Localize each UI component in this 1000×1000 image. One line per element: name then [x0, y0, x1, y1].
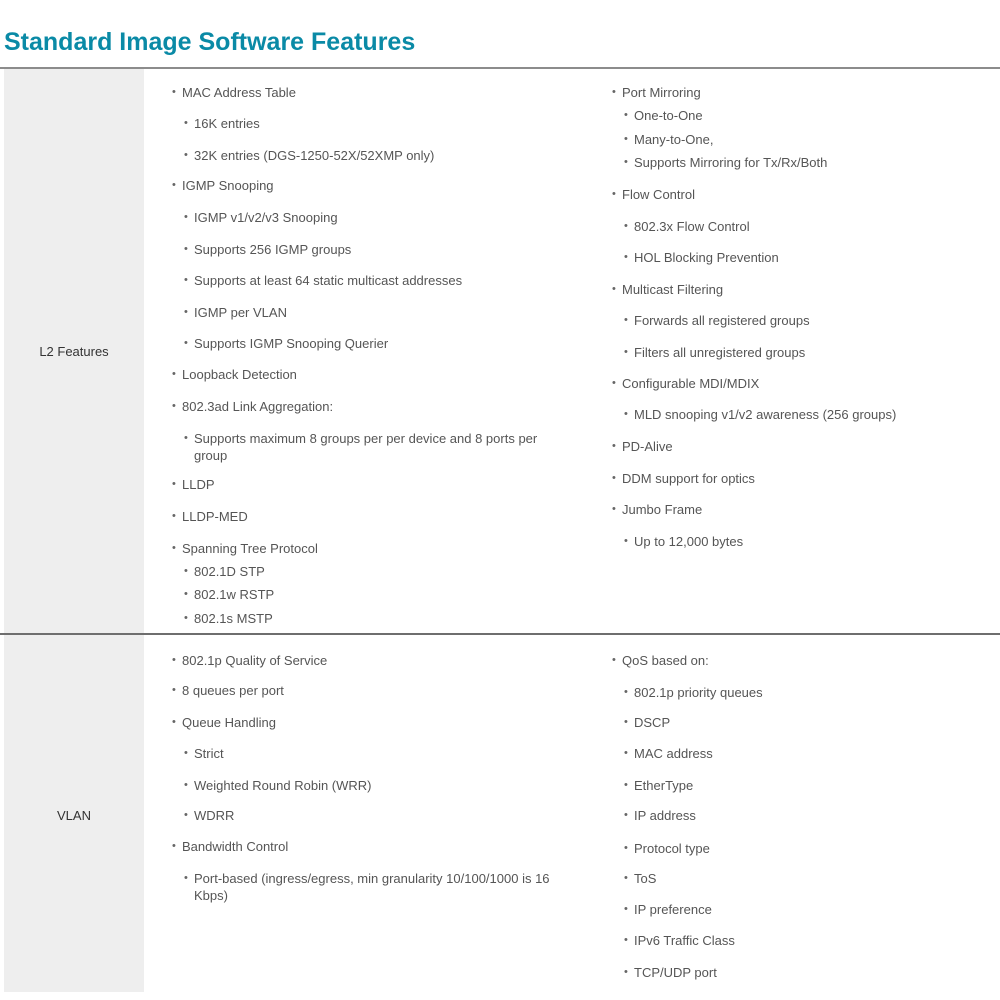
- bullet-icon: •: [624, 966, 628, 978]
- bullet-icon: •: [172, 716, 176, 728]
- feature-text: QoS based on:: [622, 653, 709, 668]
- feature-text: Port Mirroring: [622, 85, 701, 100]
- feature-text: 802.1p priority queues: [634, 685, 763, 700]
- feature-text: PD-Alive: [622, 439, 673, 454]
- feature-item: [612, 470, 755, 487]
- feature-text: IPv6 Traffic Class: [634, 933, 735, 948]
- feature-text: Queue Handling: [182, 715, 276, 730]
- section-label-l2: L2 Features: [39, 344, 109, 359]
- bullet-icon: •: [624, 535, 628, 547]
- feature-item: [624, 533, 743, 550]
- bullet-icon: •: [624, 934, 628, 946]
- feature-item: [172, 177, 274, 194]
- feature-text: Flow Control: [622, 187, 695, 202]
- bullet-icon: •: [612, 472, 616, 484]
- bullet-icon: •: [624, 251, 628, 263]
- bullet-icon: •: [184, 117, 188, 129]
- feature-text: EtherType: [634, 778, 694, 793]
- feature-item: [184, 807, 234, 824]
- bullet-icon: •: [184, 612, 188, 624]
- feature-text: Multicast Filtering: [622, 282, 724, 297]
- feature-item: [184, 335, 388, 352]
- bullet-icon: •: [172, 400, 176, 412]
- feature-text: 802.3x Flow Control: [634, 219, 750, 234]
- feature-text: Bandwidth Control: [182, 839, 289, 854]
- bullet-icon: •: [172, 179, 176, 191]
- feature-item: [184, 147, 434, 164]
- feature-item: [184, 272, 462, 289]
- feature-item: [184, 777, 372, 794]
- feature-text: LLDP: [182, 477, 215, 492]
- feature-item: [612, 501, 702, 518]
- feature-text: Up to 12,000 bytes: [634, 534, 744, 549]
- feature-text: Protocol type: [634, 841, 710, 856]
- feature-text: HOL Blocking Prevention: [634, 250, 779, 265]
- bullet-icon: •: [184, 243, 188, 255]
- feature-item: [172, 838, 288, 855]
- bullet-icon: •: [172, 86, 176, 98]
- bullet-icon: •: [184, 565, 188, 577]
- feature-item: [172, 682, 284, 699]
- feature-text: Supports maximum 8 groups per per device and 8 ports per group: [194, 431, 538, 463]
- feature-item: [172, 652, 327, 669]
- bullet-icon: •: [172, 368, 176, 380]
- bullet-icon: •: [612, 283, 616, 295]
- bullet-icon: •: [624, 346, 628, 358]
- feature-text: MAC address: [634, 746, 713, 761]
- feature-text: Many-to-One,: [634, 132, 714, 147]
- feature-item: [172, 508, 248, 525]
- bullet-icon: •: [624, 809, 628, 821]
- page-title: Standard Image Software Features: [4, 28, 416, 56]
- feature-item: [612, 652, 709, 669]
- feature-text: Port-based (ingress/egress, min granularity 10/100/1000 is 16 Kbps): [194, 871, 550, 903]
- bullet-icon: •: [184, 432, 188, 444]
- feature-text: IGMP Snooping: [182, 178, 274, 193]
- feature-text: Spanning Tree Protocol: [182, 541, 318, 556]
- bullet-icon: •: [184, 588, 188, 600]
- feature-item: [624, 154, 827, 171]
- feature-item: [184, 586, 274, 603]
- feature-item: [172, 540, 318, 557]
- feature-item: [624, 777, 693, 794]
- feature-item: [612, 375, 759, 392]
- feature-item: [624, 684, 763, 701]
- feature-item: [612, 438, 673, 455]
- feature-item: [184, 870, 560, 904]
- bullet-icon: •: [624, 716, 628, 728]
- feature-text: 802.1p Quality of Service: [182, 653, 328, 668]
- feature-item: [184, 563, 265, 580]
- bullet-icon: •: [184, 872, 188, 884]
- feature-text: Supports IGMP Snooping Querier: [194, 336, 389, 351]
- feature-item: [184, 745, 224, 762]
- feature-text: DDM support for optics: [622, 471, 755, 486]
- bullet-icon: •: [612, 377, 616, 389]
- bullet-icon: •: [172, 684, 176, 696]
- feature-item: [184, 304, 287, 321]
- feature-text: TCP/UDP port: [634, 965, 717, 980]
- feature-text: Jumbo Frame: [622, 502, 703, 517]
- bullet-icon: •: [172, 478, 176, 490]
- feature-item: [184, 241, 351, 258]
- bullet-icon: •: [184, 306, 188, 318]
- feature-text: 8 queues per port: [182, 683, 284, 698]
- feature-item: [624, 714, 670, 731]
- section-label-cell-l2: [4, 69, 144, 633]
- feature-text: 32K entries (DGS-1250-52X/52XMP only): [194, 148, 435, 163]
- feature-item: [624, 807, 696, 824]
- bullet-icon: •: [624, 408, 628, 420]
- bullet-icon: •: [612, 654, 616, 666]
- bullet-icon: •: [624, 779, 628, 791]
- feature-text: MAC Address Table: [182, 85, 296, 100]
- bullet-icon: •: [624, 314, 628, 326]
- feature-text: DSCP: [634, 715, 671, 730]
- feature-item: [172, 476, 215, 493]
- feature-text: ToS: [634, 871, 657, 886]
- section-label-cell-vlan: [4, 635, 144, 992]
- feature-text: IGMP per VLAN: [194, 305, 287, 320]
- bullet-icon: •: [184, 149, 188, 161]
- bullet-icon: •: [184, 274, 188, 286]
- feature-text: One-to-One: [634, 108, 703, 123]
- bullet-icon: •: [172, 654, 176, 666]
- bullet-icon: •: [624, 842, 628, 854]
- bullet-icon: •: [624, 109, 628, 121]
- feature-item: [624, 406, 896, 423]
- feature-text: Weighted Round Robin (WRR): [194, 778, 372, 793]
- bullet-icon: •: [172, 542, 176, 554]
- feature-item: [172, 84, 296, 101]
- feature-item: [624, 107, 703, 124]
- feature-text: 802.1s MSTP: [194, 611, 273, 626]
- feature-item: [624, 745, 713, 762]
- bullet-icon: •: [624, 686, 628, 698]
- feature-text: 802.1w RSTP: [194, 587, 275, 602]
- feature-item: [184, 430, 560, 464]
- top-divider: [0, 67, 1000, 69]
- feature-item: [624, 312, 810, 329]
- bullet-icon: •: [612, 86, 616, 98]
- bullet-icon: •: [612, 440, 616, 452]
- feature-item: [624, 840, 710, 857]
- bullet-icon: •: [184, 211, 188, 223]
- feature-item: [624, 964, 717, 981]
- feature-item: [184, 115, 260, 132]
- feature-item: [612, 186, 695, 203]
- feature-text: Supports Mirroring for Tx/Rx/Both: [634, 155, 828, 170]
- feature-text: 802.1D STP: [194, 564, 265, 579]
- feature-text: IP address: [634, 808, 696, 823]
- bullet-icon: •: [624, 133, 628, 145]
- bullet-icon: •: [184, 779, 188, 791]
- feature-item: [624, 344, 805, 361]
- bullet-icon: •: [624, 156, 628, 168]
- feature-item: [612, 84, 701, 101]
- bullet-icon: •: [612, 503, 616, 515]
- feature-item: [624, 901, 712, 918]
- bullet-icon: •: [624, 747, 628, 759]
- feature-item: [624, 131, 713, 148]
- feature-text: LLDP-MED: [182, 509, 248, 524]
- feature-text: MLD snooping v1/v2 awareness (256 groups): [634, 407, 897, 422]
- section-label-vlan: VLAN: [57, 808, 91, 823]
- feature-text: Loopback Detection: [182, 367, 297, 382]
- bullet-icon: •: [172, 510, 176, 522]
- feature-item: [172, 398, 333, 415]
- section-divider: [0, 633, 1000, 635]
- bullet-icon: •: [624, 872, 628, 884]
- feature-text: WDRR: [194, 808, 235, 823]
- feature-text: Configurable MDI/MDIX: [622, 376, 760, 391]
- feature-text: Strict: [194, 746, 224, 761]
- feature-text: Forwards all registered groups: [634, 313, 810, 328]
- feature-text: Supports 256 IGMP groups: [194, 242, 352, 257]
- feature-text: IGMP v1/v2/v3 Snooping: [194, 210, 338, 225]
- feature-item: [624, 249, 779, 266]
- bullet-icon: •: [184, 809, 188, 821]
- bullet-icon: •: [624, 220, 628, 232]
- feature-text: Filters all unregistered groups: [634, 345, 806, 360]
- feature-item: [184, 610, 273, 627]
- feature-text: IP preference: [634, 902, 712, 917]
- bullet-icon: •: [172, 840, 176, 852]
- feature-item: [624, 932, 735, 949]
- feature-item: [612, 281, 723, 298]
- bullet-icon: •: [184, 337, 188, 349]
- feature-text: 802.3ad Link Aggregation:: [182, 399, 334, 414]
- bullet-icon: •: [624, 903, 628, 915]
- feature-text: Supports at least 64 static multicast addresses: [194, 273, 463, 288]
- feature-item: [184, 209, 338, 226]
- feature-item: [172, 366, 297, 383]
- bullet-icon: •: [184, 747, 188, 759]
- feature-item: [172, 714, 276, 731]
- feature-item: [624, 218, 750, 235]
- feature-item: [624, 870, 656, 887]
- feature-text: 16K entries: [194, 116, 260, 131]
- bullet-icon: •: [612, 188, 616, 200]
